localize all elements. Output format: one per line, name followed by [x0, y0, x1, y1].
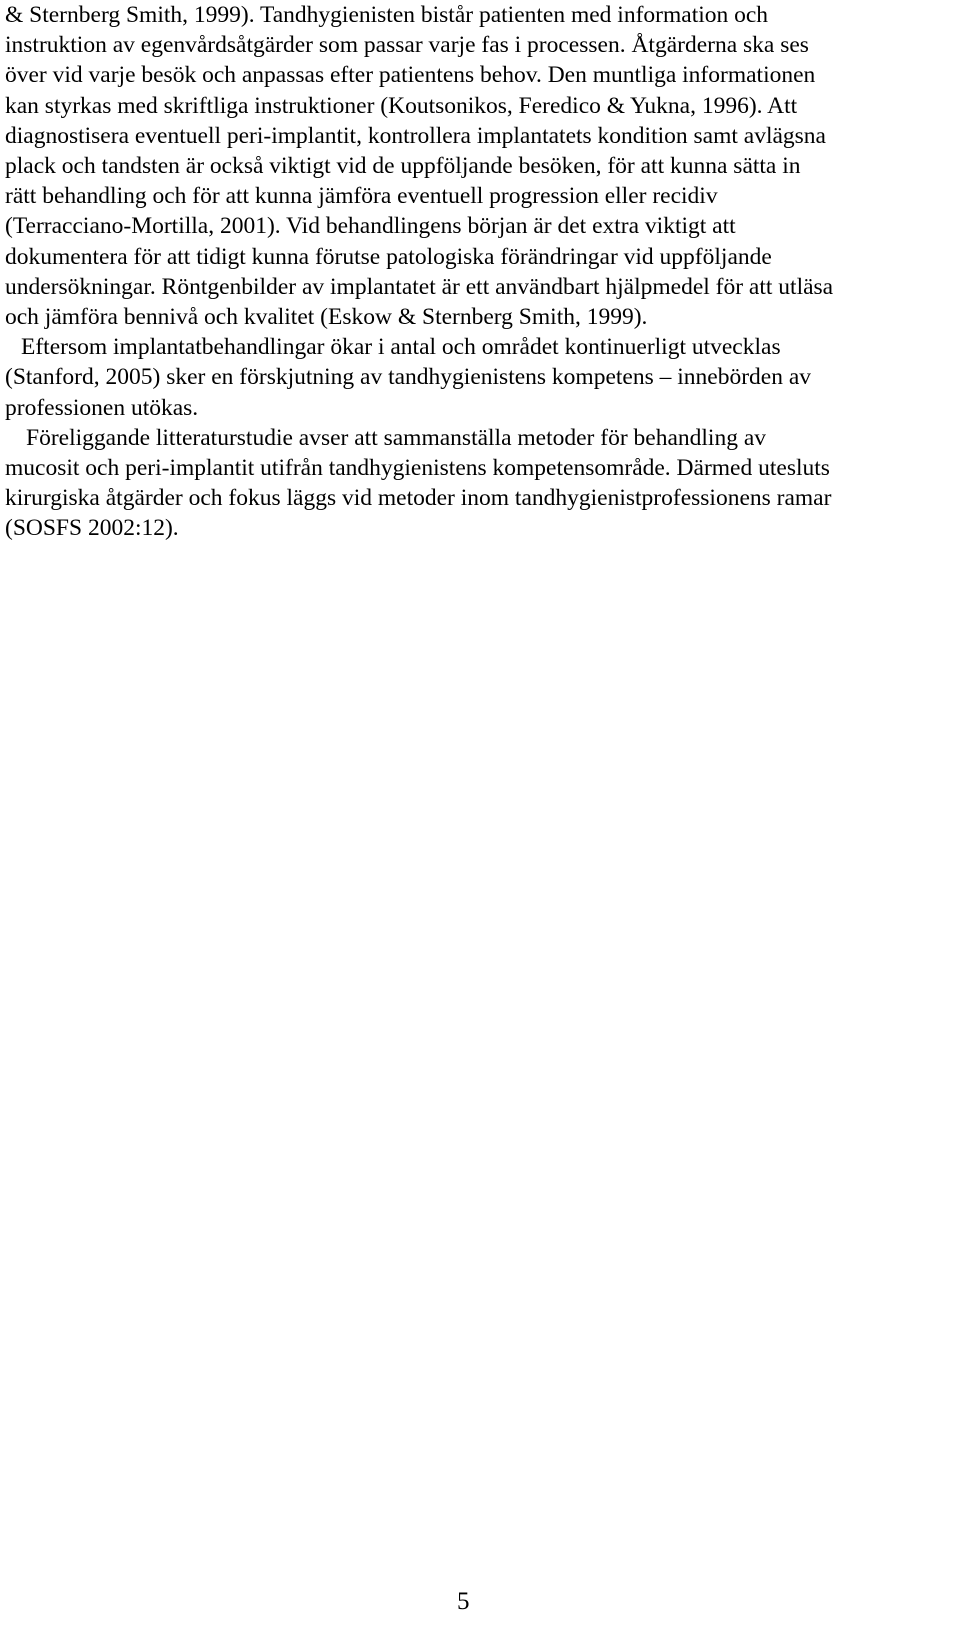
paragraph-2 — [5, 332, 945, 423]
text-line: över vid varje besök och anpassas efter patientens behov. Den muntliga informationen — [5, 62, 816, 89]
text-line: (Terracciano-Mortilla, 2001). Vid behandlingens början är det extra viktigt att — [5, 213, 736, 240]
text-line: plack och tandsten är också viktigt vid de uppföljande besöken, för att kunna sätta in — [5, 153, 801, 180]
text-line: instruktion av egenvårdsåtgärder som passar varje fas i processen. Åtgärderna ska ses — [5, 32, 809, 59]
text-line: & Sternberg Smith, 1999). Tandhygienisten bistår patienten med information och — [5, 2, 769, 28]
text-line: Eftersom implantatbehandlingar ökar i antal och området kontinuerligt utvecklas — [21, 334, 781, 361]
text-line: kan styrkas med skriftliga instruktioner (Koutsonikos, Feredico & Yukna, 1996). Att — [5, 92, 798, 119]
text-line: undersökningar. Röntgenbilder av implantatet är ett användbart hjälpmedel för att utläsa — [5, 273, 834, 300]
text-line: (SOSFS 2002:12). — [5, 515, 179, 542]
paragraph-1 — [5, 0, 945, 332]
text-line: professionen utökas. — [5, 394, 199, 421]
page-number: 5 — [457, 1588, 470, 1615]
text-line: Föreliggande litteraturstudie avser att sammanställa metoder för behandling av — [26, 424, 767, 451]
text-line: rätt behandling och för att kunna jämföra eventuell progression eller recidiv — [5, 183, 718, 210]
paragraph-3 — [5, 423, 945, 544]
document-body — [5, 0, 945, 544]
text-line: mucosit och peri-implantit utifrån tandhygienistens kompetensområde. Därmed utesluts — [5, 455, 830, 482]
text-line: och jämföra bennivå och kvalitet (Eskow & Sternberg Smith, 1999). — [5, 304, 648, 331]
text-line: diagnostisera eventuell peri-implantit, kontrollera implantatets kondition samt avlägsna — [5, 122, 826, 149]
text-line: dokumentera för att tidigt kunna förutse patologiska förändringar vid uppföljande — [5, 243, 772, 270]
text-line: kirurgiska åtgärder och fokus läggs vid metoder inom tandhygienistprofessionens ramar — [5, 485, 832, 512]
text-line: (Stanford, 2005) sker en förskjutning av tandhygienistens kompetens – innebörden av — [5, 364, 812, 391]
